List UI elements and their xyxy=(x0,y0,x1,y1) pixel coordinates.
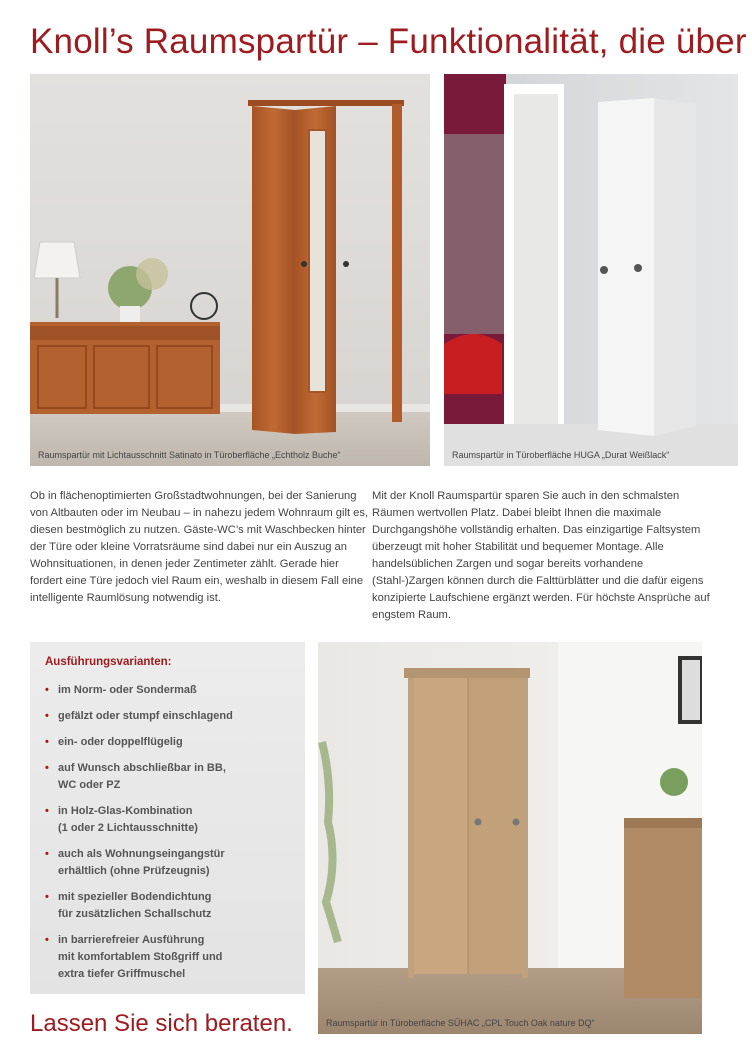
list-item: • in Holz-Glas-Kombination (1 oder 2 Lichtausschnitte) xyxy=(45,803,295,837)
photo-caption: Raumspartür in Türoberfläche HUGA „Durat Weißlack“ xyxy=(452,450,670,460)
white-door-illustration xyxy=(444,74,738,466)
list-item: • auf Wunsch abschließbar in BB, WC oder PZ xyxy=(45,760,295,794)
beech-door-illustration xyxy=(30,74,430,466)
intro-paragraph-left: Ob in flächenoptimierten Großstadtwohnungen, bei der Sanierung von Altbauten oder im Neubau – in nahezu jedem Wohnraum gilt es, diesen bestmöglich zu nutzen. Gäste-WC’s mit Waschbecken hinter der Türe oder kleine Vorratsräume sind dabei nur ein Auszug an Wohnsituationen, in denen jeder Zentimeter zählt. Gerade hier fordert eine Türe jedoch viel Raum ein, weshalb in diesem Fall eine intelligente Raumlösung notwendig ist. xyxy=(30,490,369,604)
variants-list xyxy=(45,682,295,992)
list-item: • auch als Wohnungseingangstür erhältlich (ohne Prüfzeugnis) xyxy=(45,846,295,880)
intro-paragraph-right: Mit der Knoll Raumspartür sparen Sie auch in den schmalsten Räumen wertvollen Platz. Dabei bleibt Ihnen die maximale Durchgangshöhe vollständig erhalten. Das einzigartige Faltsystem überzeugt mit hoher Stabilität und bequemer Montage. Alle handelsüblichen Zargen und sogar bereits vorhandene (Stahl-)Zargen können durch die Falttürblätter und die dafür eigens konzipierte Laufschiene ergänzt werden. Für höchste Ansprüche auf engstem Raum. xyxy=(372,490,710,621)
variants-box xyxy=(30,642,305,994)
variants-heading: Ausführungsvarianten: xyxy=(45,656,172,668)
list-item: • in barrierefreier Ausführung mit komfortablem Stoßgriff und extra tiefer Griffmuschel xyxy=(45,932,295,983)
photo-caption: Raumspartür mit Lichtausschnitt Satinato in Türoberfläche „Echtholz Buche“ xyxy=(38,450,341,460)
call-to-action: Lassen Sie sich beraten. xyxy=(30,1010,293,1037)
list-item: • ein- oder doppelflügelig xyxy=(45,734,295,751)
list-item: • gefälzt oder stumpf einschlagend xyxy=(45,708,295,725)
photo-beech-door xyxy=(30,74,430,466)
list-item: • im Norm- oder Sondermaß xyxy=(45,682,295,699)
photo-caption: Raumspartür in Türoberfläche SÜHAC „CPL Touch Oak nature DQ“ xyxy=(326,1018,595,1028)
photo-oak-door xyxy=(318,642,702,1034)
oak-door-illustration xyxy=(318,642,702,1034)
page-title: Knoll’s Raumspartür – Funktionalität, die über xyxy=(30,22,747,61)
photo-white-door xyxy=(444,74,738,466)
list-item: • mit spezieller Bodendichtung für zusätzlichen Schallschutz xyxy=(45,889,295,923)
